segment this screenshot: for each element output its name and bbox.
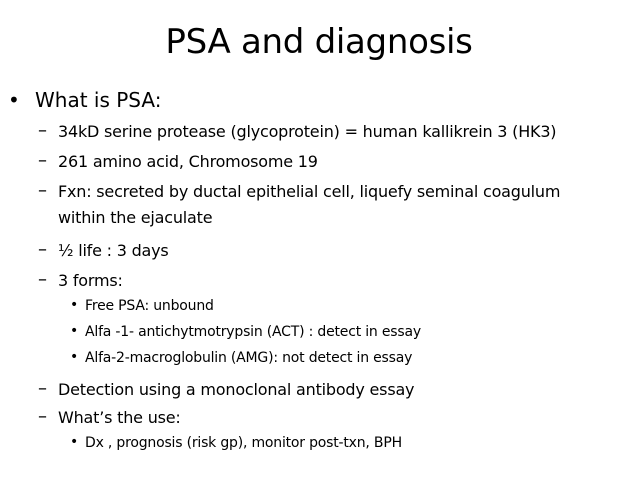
- point-function-line1: Fxn: secreted by ductal epithelial cell, liquefy seminal coagulum: [58, 182, 561, 201]
- bullet-icon: •: [70, 323, 79, 339]
- dash-icon: –: [38, 378, 47, 399]
- form-item: Free PSA: unbound: [85, 298, 214, 314]
- slide-title: PSA and diagnosis: [165, 22, 473, 62]
- bullet-icon: •: [70, 349, 79, 365]
- point-half-life: ½ life : 3 days: [58, 241, 169, 260]
- point-amino-acid: 261 amino acid, Chromosome 19: [58, 152, 318, 171]
- point-forms: 3 forms:: [58, 271, 123, 290]
- dash-icon: –: [38, 269, 47, 290]
- dash-icon: –: [38, 406, 47, 427]
- dash-icon: –: [38, 150, 47, 171]
- point-detection: Detection using a monoclonal antibody essay: [58, 380, 415, 399]
- bullet-icon: •: [70, 434, 79, 450]
- dash-icon: –: [38, 120, 47, 141]
- bullet-icon: •: [70, 297, 79, 313]
- point-function-line2: within the ejaculate: [58, 208, 213, 227]
- form-item: Alfa -1- antichytmotrypsin (ACT) : detect in essay: [85, 324, 421, 340]
- point-use: What’s the use:: [58, 408, 181, 427]
- use-item: Dx , prognosis (risk gp), monitor post-txn, BPH: [85, 435, 402, 451]
- bullet-what-is-psa: What is PSA:: [35, 88, 162, 112]
- dash-icon: –: [38, 180, 47, 201]
- point-protease: 34kD serine protease (glycoprotein) = human kallikrein 3 (HK3): [58, 122, 557, 141]
- form-item: Alfa-2-macroglobulin (AMG): not detect in essay: [85, 350, 413, 366]
- dash-icon: –: [38, 239, 47, 260]
- bullet-icon: •: [8, 88, 20, 112]
